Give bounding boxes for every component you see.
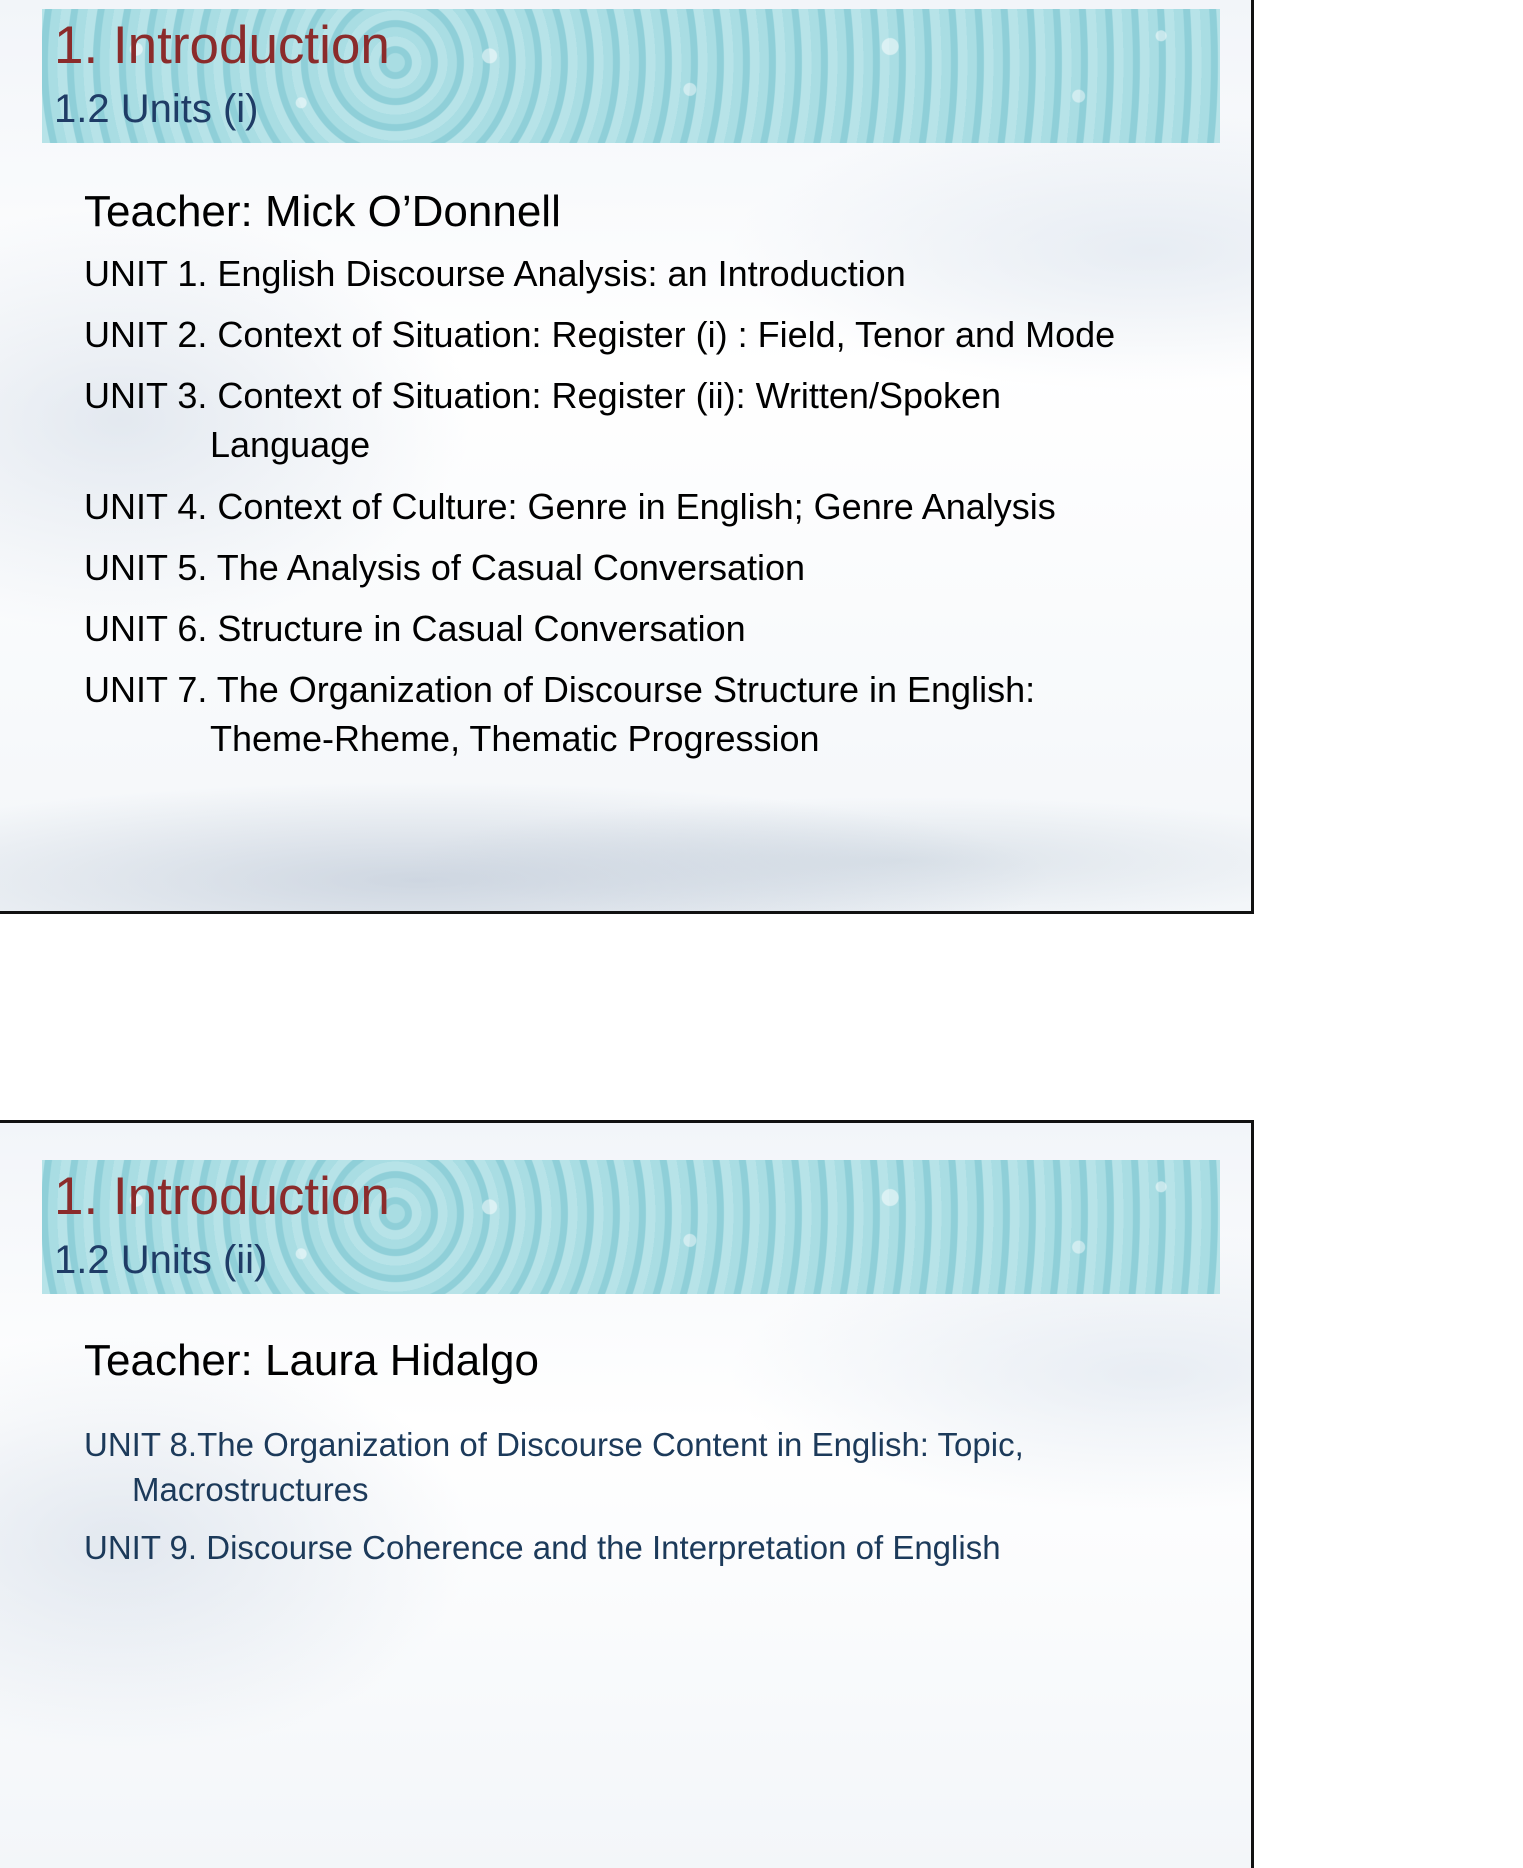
teacher-name: Teacher: Laura Hidalgo [84, 1336, 539, 1385]
unit-list [84, 1423, 1234, 1583]
unit-text: UNIT 6. Structure in Casual Conversation [84, 608, 746, 649]
unit-item [84, 1423, 1234, 1513]
unit-text: UNIT 1. English Discourse Analysis: an Introduction [84, 253, 906, 294]
unit-text: UNIT 4. Context of Culture: Genre in English; Genre Analysis [84, 486, 1056, 527]
unit-item [84, 544, 1234, 592]
unit-item [84, 250, 1234, 298]
unit-item [84, 666, 1234, 764]
unit-item [84, 372, 1234, 470]
unit-text: UNIT 8.The Organization of Discourse Content in English: Topic, [84, 1426, 1024, 1463]
unit-text: UNIT 5. The Analysis of Casual Conversation [84, 547, 806, 588]
slide-subtitle: 1.2 Units (ii) [54, 1238, 268, 1282]
unit-item [84, 311, 1234, 359]
slide-units-ii [0, 1120, 1254, 1868]
title-banner [42, 9, 1220, 143]
unit-item [84, 605, 1234, 653]
title-banner [42, 1160, 1220, 1294]
slide-title: 1. Introduction [54, 1167, 390, 1226]
teacher-name: Teacher: Mick O’Donnell [84, 187, 561, 236]
slide-title: 1. Introduction [54, 16, 390, 75]
unit-text-continuation: Macrostructures [132, 1471, 369, 1508]
unit-list [84, 250, 1234, 777]
unit-text: UNIT 9. Discourse Coherence and the Interpretation of English [84, 1529, 1001, 1566]
unit-text: UNIT 7. The Organization of Discourse Structure in English: [84, 669, 1036, 710]
unit-text: UNIT 2. Context of Situation: Register (i) : Field, Tenor and Mode [84, 314, 1116, 355]
unit-item [84, 1526, 1234, 1570]
unit-text-continuation: Theme-Rheme, Thematic Progression [210, 718, 820, 759]
slide-units-i [0, 0, 1254, 914]
slide-subtitle: 1.2 Units (i) [54, 87, 259, 131]
unit-text-continuation: Language [210, 424, 371, 465]
unit-text: UNIT 3. Context of Situation: Register (ii): Written/Spoken [84, 375, 1002, 416]
unit-item [84, 483, 1234, 531]
